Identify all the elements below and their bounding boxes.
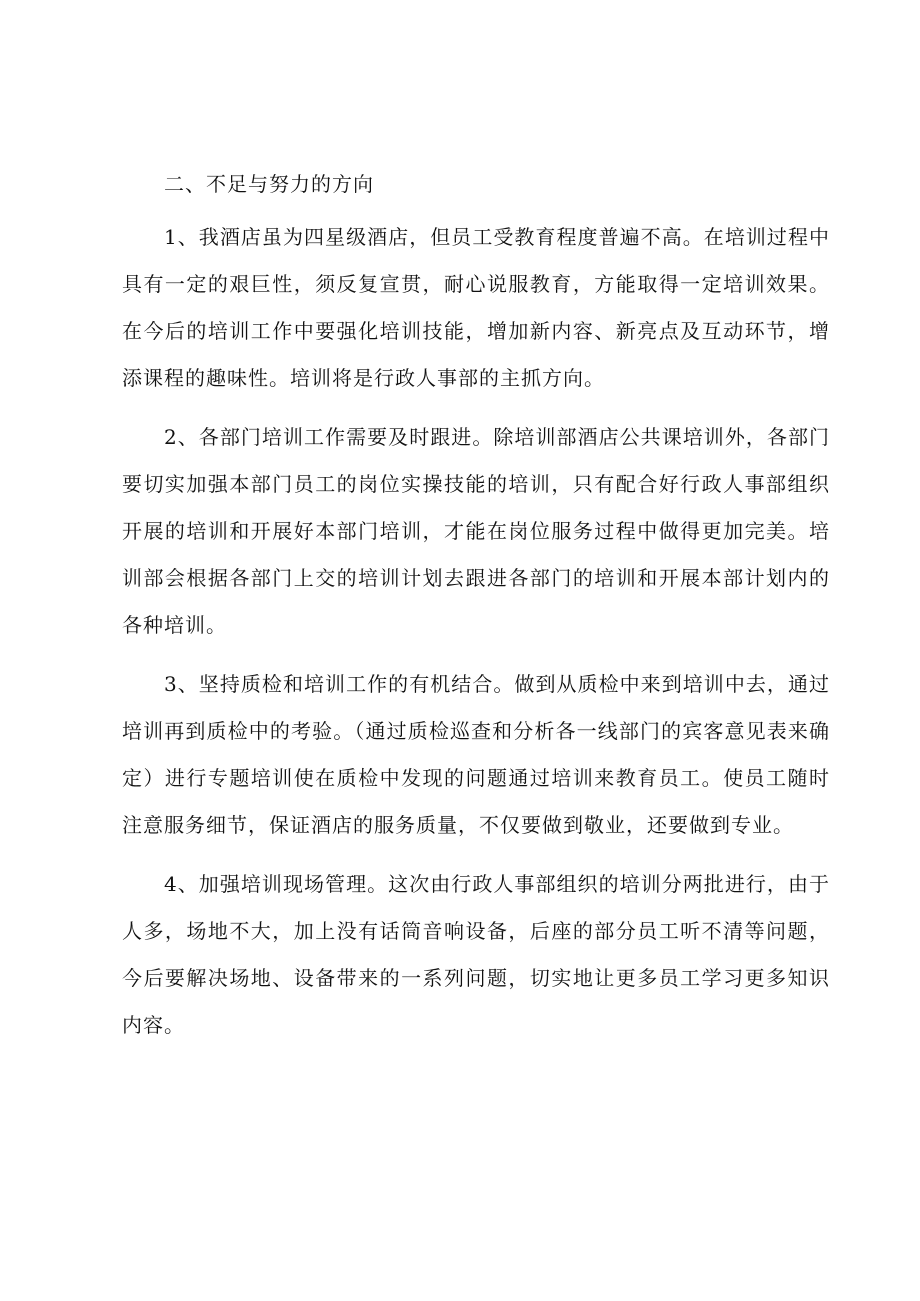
paragraph-1: 1、我酒店虽为四星级酒店，但员工受教育程度普遍不高。在培训过程中具有一定的艰巨性，须反复宣贯，耐心说服教育，方能取得一定培训效果。在今后的培训工作中要强化培训技能，增加新内容、新亮点及互动环节，增添课程的趣味性。培训将是行政人事部的主抓方向。 — [122, 225, 830, 390]
document-body — [122, 166, 830, 1061]
section-heading: 二、不足与努力的方向 — [164, 172, 374, 196]
paragraph-3: 3、坚持质检和培训工作的有机结合。做到从质检中来到培训中去，通过培训再到质检中的考验。（通过质检巡查和分析各一线部门的宾客意见表来确定）进行专题培训使在质检中发现的问题通过培训来教育员工。使员工随时注意服务细节，保证酒店的服务质量，不仅要做到敬业，还要做到专业。 — [122, 672, 830, 837]
paragraph-2: 2、各部门培训工作需要及时跟进。除培训部酒店公共课培训外，各部门要切实加强本部门员工的岗位实操技能的培训，只有配合好行政人事部组织开展的培训和开展好本部门培训，才能在岗位服务过程中做得更加完美。培训部会根据各部门上交的培训计划去跟进各部门的培训和开展本部计划内的各种培训。 — [122, 425, 830, 637]
paragraph-4: 4、加强培训现场管理。这次由行政人事部组织的培训分两批进行，由于人多，场地不大，加上没有话筒音响设备，后座的部分员工听不清等问题，今后要解决场地、设备带来的一系列问题，切实地让更多员工学习更多知识内容。 — [122, 872, 830, 1037]
